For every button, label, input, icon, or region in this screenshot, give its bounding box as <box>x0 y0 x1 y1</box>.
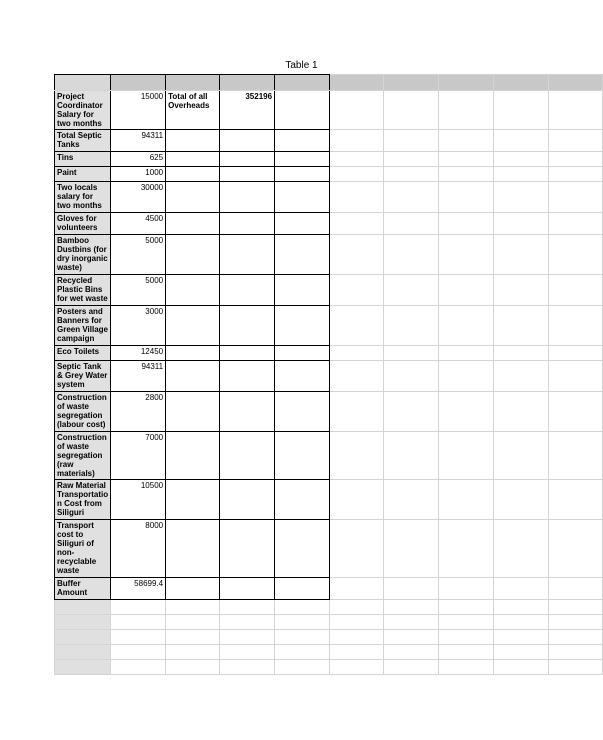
empty-cell[interactable] <box>439 213 494 235</box>
empty-cell[interactable] <box>439 630 494 645</box>
table-row <box>55 520 603 578</box>
item-label-cell[interactable]: Construction of waste segregation (raw materials) <box>55 432 111 480</box>
empty-cell[interactable] <box>439 275 494 306</box>
note-cell[interactable] <box>166 275 220 306</box>
empty-cell[interactable] <box>275 480 330 520</box>
total-cell[interactable] <box>220 152 275 167</box>
note-cell[interactable] <box>166 182 220 213</box>
empty-cell[interactable] <box>166 645 220 660</box>
table-row <box>55 578 603 600</box>
empty-cell[interactable] <box>384 235 439 275</box>
empty-cell[interactable] <box>384 432 439 480</box>
note-cell[interactable] <box>166 361 220 392</box>
item-label-cell[interactable]: Two locals salary for two months <box>55 182 111 213</box>
item-label-cell[interactable]: Buffer Amount <box>55 578 111 600</box>
empty-cell[interactable] <box>330 182 384 213</box>
empty-cell[interactable] <box>548 306 602 346</box>
empty-cell[interactable] <box>548 275 602 306</box>
table-row <box>55 235 603 275</box>
empty-cell[interactable] <box>384 630 439 645</box>
header-cell <box>55 75 111 91</box>
empty-cell[interactable] <box>494 480 549 520</box>
amount-cell[interactable]: 30000 <box>111 182 166 213</box>
empty-row <box>55 660 603 675</box>
table-row <box>55 182 603 213</box>
amount-cell[interactable]: 625 <box>111 152 166 167</box>
empty-cell[interactable] <box>548 630 602 645</box>
empty-cell[interactable] <box>275 615 330 630</box>
note-cell[interactable]: Total of all Overheads <box>166 91 220 130</box>
total-cell[interactable]: 352196 <box>220 91 275 130</box>
empty-cell[interactable] <box>275 630 330 645</box>
empty-cell[interactable] <box>275 392 330 432</box>
empty-cell[interactable] <box>111 600 166 615</box>
empty-cell[interactable] <box>494 578 549 600</box>
amount-cell[interactable]: 5000 <box>111 235 166 275</box>
empty-cell[interactable] <box>494 361 549 392</box>
total-cell[interactable] <box>220 167 275 182</box>
empty-cell[interactable] <box>494 275 549 306</box>
empty-cell[interactable] <box>384 182 439 213</box>
empty-cell[interactable] <box>384 578 439 600</box>
empty-cell[interactable] <box>494 213 549 235</box>
amount-cell[interactable]: 4500 <box>111 213 166 235</box>
empty-cell[interactable] <box>548 432 602 480</box>
empty-cell[interactable] <box>384 130 439 152</box>
empty-cell[interactable] <box>548 182 602 213</box>
empty-cell[interactable] <box>548 130 602 152</box>
empty-cell[interactable] <box>220 660 275 675</box>
empty-cell[interactable] <box>548 615 602 630</box>
empty-cell[interactable] <box>548 660 602 675</box>
empty-cell[interactable] <box>330 213 384 235</box>
total-cell[interactable] <box>220 306 275 346</box>
total-cell[interactable] <box>220 130 275 152</box>
empty-cell[interactable] <box>548 392 602 432</box>
empty-cell[interactable] <box>494 91 549 130</box>
empty-cell[interactable] <box>275 645 330 660</box>
empty-cell[interactable] <box>439 361 494 392</box>
empty-cell[interactable] <box>494 615 549 630</box>
empty-cell[interactable] <box>439 130 494 152</box>
empty-cell[interactable] <box>384 152 439 167</box>
empty-cell[interactable] <box>439 167 494 182</box>
amount-cell[interactable]: 94311 <box>111 130 166 152</box>
empty-cell[interactable] <box>439 645 494 660</box>
empty-cell[interactable] <box>330 346 384 361</box>
note-cell[interactable] <box>166 520 220 578</box>
empty-cell[interactable] <box>330 361 384 392</box>
amount-cell[interactable]: 3000 <box>111 306 166 346</box>
empty-cell[interactable] <box>439 432 494 480</box>
empty-cell[interactable] <box>439 600 494 615</box>
empty-cell[interactable] <box>330 275 384 306</box>
empty-cell[interactable] <box>548 167 602 182</box>
empty-cell[interactable] <box>111 645 166 660</box>
empty-cell[interactable] <box>330 235 384 275</box>
empty-cell[interactable] <box>494 130 549 152</box>
item-label-cell[interactable]: Gloves for volunteers <box>55 213 111 235</box>
item-label-cell[interactable]: Transport cost to Siliguri of non-recyclable waste <box>55 520 111 578</box>
empty-cell[interactable] <box>55 645 111 660</box>
empty-cell[interactable] <box>548 346 602 361</box>
amount-cell[interactable]: 15000 <box>111 91 166 130</box>
header-cell <box>111 75 166 91</box>
empty-cell[interactable] <box>55 600 111 615</box>
item-label-cell[interactable]: Project Coordinator Salary for two months <box>55 91 111 130</box>
empty-cell[interactable] <box>439 615 494 630</box>
empty-cell[interactable] <box>330 392 384 432</box>
empty-cell[interactable] <box>275 235 330 275</box>
total-cell[interactable] <box>220 480 275 520</box>
table-row <box>55 130 603 152</box>
empty-cell[interactable] <box>439 480 494 520</box>
table-row <box>55 346 603 361</box>
empty-cell[interactable] <box>439 578 494 600</box>
empty-cell[interactable] <box>494 167 549 182</box>
table-row <box>55 432 603 480</box>
item-label-cell[interactable]: Posters and Banners for Green Village campaign <box>55 306 111 346</box>
empty-row <box>55 645 603 660</box>
empty-cell[interactable] <box>548 645 602 660</box>
total-cell[interactable] <box>220 578 275 600</box>
empty-cell[interactable] <box>166 630 220 645</box>
table-row <box>55 167 603 182</box>
empty-cell[interactable] <box>111 630 166 645</box>
empty-cell[interactable] <box>330 630 384 645</box>
table-row <box>55 213 603 235</box>
note-cell[interactable] <box>166 306 220 346</box>
table-row <box>55 306 603 346</box>
empty-cell[interactable] <box>220 630 275 645</box>
empty-cell[interactable] <box>330 167 384 182</box>
empty-cell[interactable] <box>275 600 330 615</box>
empty-cell[interactable] <box>494 520 549 578</box>
note-cell[interactable] <box>166 432 220 480</box>
empty-cell[interactable] <box>548 600 602 615</box>
empty-cell[interactable] <box>439 346 494 361</box>
empty-cell[interactable] <box>166 615 220 630</box>
amount-cell[interactable]: 1000 <box>111 167 166 182</box>
amount-cell[interactable]: 10500 <box>111 480 166 520</box>
empty-cell[interactable] <box>384 480 439 520</box>
total-cell[interactable] <box>220 361 275 392</box>
empty-cell[interactable] <box>384 91 439 130</box>
header-cell <box>275 75 330 91</box>
empty-cell[interactable] <box>275 306 330 346</box>
table-title: Table 1 <box>285 60 318 71</box>
total-cell[interactable] <box>220 520 275 578</box>
total-cell[interactable] <box>220 275 275 306</box>
empty-row <box>55 615 603 630</box>
empty-cell[interactable] <box>494 152 549 167</box>
total-cell[interactable] <box>220 235 275 275</box>
empty-row <box>55 600 603 615</box>
empty-cell[interactable] <box>384 346 439 361</box>
empty-row <box>55 630 603 645</box>
empty-cell[interactable] <box>166 600 220 615</box>
empty-cell[interactable] <box>275 361 330 392</box>
empty-cell[interactable] <box>111 660 166 675</box>
item-label-cell[interactable]: Tins <box>55 152 111 167</box>
item-label-cell[interactable]: Bamboo Dustbins (for dry inorganic waste) <box>55 235 111 275</box>
empty-cell[interactable] <box>494 600 549 615</box>
empty-cell[interactable] <box>55 615 111 630</box>
empty-cell[interactable] <box>548 91 602 130</box>
header-cell <box>548 75 602 91</box>
amount-cell[interactable]: 8000 <box>111 520 166 578</box>
empty-cell[interactable] <box>275 520 330 578</box>
empty-cell[interactable] <box>548 480 602 520</box>
empty-cell[interactable] <box>439 520 494 578</box>
note-cell[interactable] <box>166 167 220 182</box>
empty-cell[interactable] <box>439 152 494 167</box>
empty-cell[interactable] <box>275 182 330 213</box>
empty-cell[interactable] <box>494 660 549 675</box>
note-cell[interactable] <box>166 480 220 520</box>
empty-cell[interactable] <box>494 645 549 660</box>
empty-cell[interactable] <box>548 361 602 392</box>
empty-cell[interactable] <box>275 91 330 130</box>
note-cell[interactable] <box>166 235 220 275</box>
table-row <box>55 392 603 432</box>
empty-cell[interactable] <box>384 306 439 346</box>
empty-cell[interactable] <box>330 480 384 520</box>
empty-cell[interactable] <box>111 615 166 630</box>
empty-cell[interactable] <box>384 275 439 306</box>
empty-cell[interactable] <box>384 392 439 432</box>
empty-cell[interactable] <box>439 91 494 130</box>
empty-cell[interactable] <box>275 213 330 235</box>
empty-cell[interactable] <box>439 660 494 675</box>
note-cell[interactable] <box>166 392 220 432</box>
total-cell[interactable] <box>220 392 275 432</box>
empty-cell[interactable] <box>220 615 275 630</box>
table-row <box>55 91 603 130</box>
empty-cell[interactable] <box>384 615 439 630</box>
empty-cell[interactable] <box>384 660 439 675</box>
empty-cell[interactable] <box>330 645 384 660</box>
note-cell[interactable] <box>166 346 220 361</box>
empty-cell[interactable] <box>548 235 602 275</box>
empty-cell[interactable] <box>330 432 384 480</box>
amount-cell[interactable]: 5000 <box>111 275 166 306</box>
header-cell <box>494 75 549 91</box>
empty-cell[interactable] <box>275 346 330 361</box>
header-cell <box>439 75 494 91</box>
amount-cell[interactable]: 7000 <box>111 432 166 480</box>
note-cell[interactable] <box>166 578 220 600</box>
amount-cell[interactable]: 94311 <box>111 361 166 392</box>
empty-cell[interactable] <box>494 346 549 361</box>
empty-cell[interactable] <box>330 600 384 615</box>
table-row <box>55 152 603 167</box>
empty-cell[interactable] <box>330 615 384 630</box>
empty-cell[interactable] <box>275 130 330 152</box>
note-cell[interactable] <box>166 130 220 152</box>
amount-cell[interactable]: 2800 <box>111 392 166 432</box>
empty-cell[interactable] <box>494 630 549 645</box>
empty-cell[interactable] <box>494 432 549 480</box>
empty-cell[interactable] <box>384 361 439 392</box>
header-cell <box>166 75 220 91</box>
empty-cell[interactable] <box>384 213 439 235</box>
empty-cell[interactable] <box>548 578 602 600</box>
item-label-cell[interactable]: Raw Material Transportatio n Cost from Siliguri <box>55 480 111 520</box>
empty-cell[interactable] <box>384 520 439 578</box>
total-cell[interactable] <box>220 182 275 213</box>
empty-cell[interactable] <box>384 600 439 615</box>
item-label-cell[interactable]: Eco Toilets <box>55 346 111 361</box>
item-label-cell[interactable]: Septic Tank & Grey Water system <box>55 361 111 392</box>
empty-cell[interactable] <box>548 213 602 235</box>
amount-cell[interactable]: 58699.4 <box>111 578 166 600</box>
item-label-cell[interactable]: Paint <box>55 167 111 182</box>
empty-cell[interactable] <box>55 660 111 675</box>
note-cell[interactable] <box>166 213 220 235</box>
empty-cell[interactable] <box>330 130 384 152</box>
spreadsheet-table <box>54 74 603 675</box>
empty-cell[interactable] <box>275 432 330 480</box>
empty-cell[interactable] <box>494 306 549 346</box>
empty-cell[interactable] <box>275 167 330 182</box>
empty-cell[interactable] <box>220 600 275 615</box>
empty-cell[interactable] <box>330 91 384 130</box>
empty-cell[interactable] <box>439 392 494 432</box>
empty-cell[interactable] <box>494 392 549 432</box>
empty-cell[interactable] <box>494 182 549 213</box>
empty-cell[interactable] <box>330 520 384 578</box>
item-label-cell[interactable]: Construction of waste segregation (labour cost) <box>55 392 111 432</box>
empty-cell[interactable] <box>220 645 275 660</box>
empty-cell[interactable] <box>330 152 384 167</box>
empty-cell[interactable] <box>275 152 330 167</box>
empty-cell[interactable] <box>494 235 549 275</box>
empty-cell[interactable] <box>275 578 330 600</box>
item-label-cell[interactable]: Recycled Plastic Bins for wet waste <box>55 275 111 306</box>
total-cell[interactable] <box>220 213 275 235</box>
empty-cell[interactable] <box>275 275 330 306</box>
total-cell[interactable] <box>220 432 275 480</box>
header-cell <box>384 75 439 91</box>
empty-cell[interactable] <box>330 578 384 600</box>
empty-cell[interactable] <box>330 306 384 346</box>
empty-cell[interactable] <box>548 520 602 578</box>
note-cell[interactable] <box>166 152 220 167</box>
amount-cell[interactable]: 12450 <box>111 346 166 361</box>
empty-cell[interactable] <box>548 152 602 167</box>
empty-cell[interactable] <box>439 306 494 346</box>
header-cell <box>330 75 384 91</box>
header-cell <box>220 75 275 91</box>
item-label-cell[interactable]: Total Septic Tanks <box>55 130 111 152</box>
empty-cell[interactable] <box>166 660 220 675</box>
header-row <box>55 75 603 91</box>
empty-cell[interactable] <box>439 182 494 213</box>
empty-cell[interactable] <box>384 645 439 660</box>
table-row <box>55 361 603 392</box>
empty-cell[interactable] <box>384 167 439 182</box>
empty-cell[interactable] <box>55 630 111 645</box>
table-row <box>55 275 603 306</box>
table-row <box>55 480 603 520</box>
empty-cell[interactable] <box>275 660 330 675</box>
total-cell[interactable] <box>220 346 275 361</box>
empty-cell[interactable] <box>439 235 494 275</box>
empty-cell[interactable] <box>330 660 384 675</box>
